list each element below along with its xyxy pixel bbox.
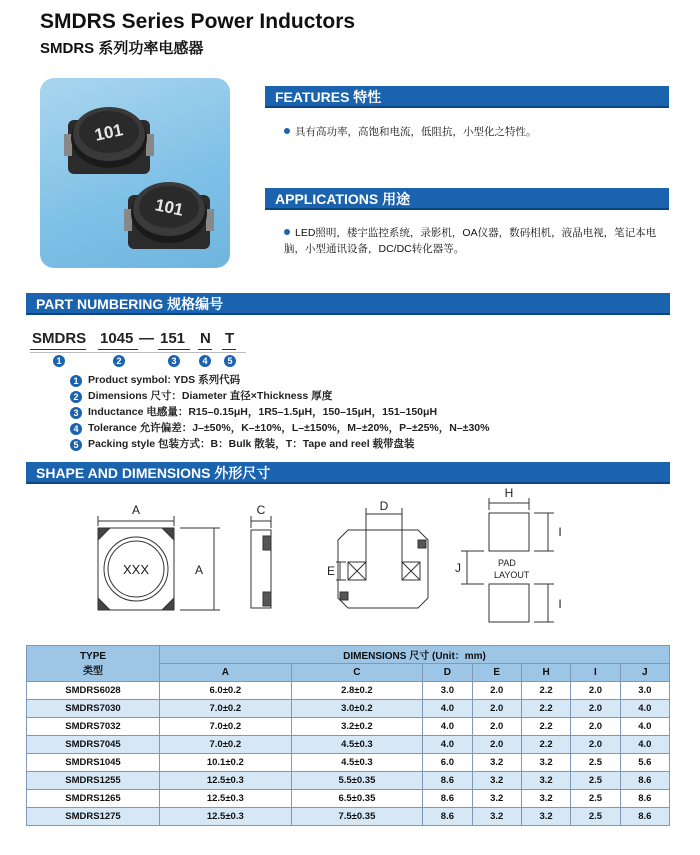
pn-number-2: 2	[113, 355, 125, 367]
shape-dimensions-heading: SHAPE AND DIMENSIONS 外形尺寸	[26, 462, 670, 484]
type-cell: SMDRS1255	[27, 772, 160, 790]
inductor-photo-illustration	[40, 78, 230, 268]
dimension-cell: 2.2	[521, 718, 570, 736]
bullet-icon	[284, 128, 290, 134]
dimension-cell: 8.6	[620, 808, 669, 826]
dimension-cell: 6.0	[423, 754, 472, 772]
table-row	[27, 736, 670, 754]
pn-dimension: 1045	[100, 330, 134, 347]
pn-underline-2	[98, 349, 138, 350]
marking-text-2: 101	[153, 195, 186, 220]
dimension-cell: 4.5±0.3	[291, 754, 423, 772]
dimension-cell: 3.0±0.2	[291, 700, 423, 718]
dimension-cell: 4.0	[620, 700, 669, 718]
pn-number-5: 5	[224, 355, 236, 367]
dimension-cell: 3.0	[423, 682, 472, 700]
type-cell: SMDRS7045	[27, 736, 160, 754]
dimension-cell: 3.2	[472, 790, 521, 808]
dimension-cell: 8.6	[620, 772, 669, 790]
side-view-drawing	[251, 516, 271, 608]
dimension-cell: 2.2	[521, 736, 570, 754]
dimension-cell: 6.0±0.2	[160, 682, 292, 700]
dimension-cell: 8.6	[620, 790, 669, 808]
type-header: TYPE 类型	[27, 646, 160, 682]
features-item: 具有高功率，高饱和电流，低阻抗，小型化之特性。	[284, 124, 669, 140]
dimension-cell: 3.2	[521, 754, 570, 772]
type-cell: SMDRS1265	[27, 790, 160, 808]
dimension-cell: 7.0±0.2	[160, 736, 292, 754]
dimension-cell: 8.6	[423, 772, 472, 790]
label-pad: PAD	[498, 558, 516, 568]
inductor-2	[124, 182, 214, 249]
marking-text-1: 101	[92, 120, 125, 145]
pn-number-4: 4	[199, 355, 211, 367]
dimension-cell: 5.5±0.35	[291, 772, 423, 790]
pn-number-3: 3	[168, 355, 180, 367]
dimension-cell: 5.6	[620, 754, 669, 772]
dimension-cell: 8.6	[423, 790, 472, 808]
page-title: SMDRS Series Power Inductors	[40, 10, 356, 33]
legend-item-2: 2 Dimensions 尺寸：Diameter 直径×Thickness 厚度	[70, 388, 489, 404]
pn-number-1: 1	[53, 355, 65, 367]
column-header-j: J	[620, 664, 669, 682]
pn-separator: —	[139, 330, 154, 347]
applications-heading: APPLICATIONS 用途	[265, 188, 669, 210]
dimension-cell: 2.0	[472, 682, 521, 700]
dimension-cell: 2.8±0.2	[291, 682, 423, 700]
dimension-cell: 2.0	[571, 700, 620, 718]
type-cell: SMDRS1045	[27, 754, 160, 772]
bottom-view-drawing	[336, 508, 428, 608]
dimension-cell: 2.0	[472, 700, 521, 718]
type-cell: SMDRS7032	[27, 718, 160, 736]
type-cell: SMDRS6028	[27, 682, 160, 700]
legend-item-4: 4 Tolerance 允许偏差：J–±50%，K–±10%，L–±150%，M–±20%，P–±25%，N–±30%	[70, 420, 489, 436]
pn-underline-5	[222, 349, 236, 350]
applications-item: LED照明，楼宇监控系统，录影机，OA仪器，数码相机，液晶电视，笔记本电脑，小型通讯设备，DC/DC转化器等。	[284, 227, 657, 255]
dimension-cell: 4.5±0.3	[291, 736, 423, 754]
dimension-cell: 3.2	[472, 808, 521, 826]
table-row	[27, 754, 670, 772]
dimension-cell: 4.0	[620, 736, 669, 754]
type-cell: SMDRS1275	[27, 808, 160, 826]
dimension-cell: 2.2	[521, 700, 570, 718]
type-cell: SMDRS7030	[27, 700, 160, 718]
column-header-a: A	[160, 664, 292, 682]
table-row	[27, 718, 670, 736]
dimension-cell: 6.5±0.35	[291, 790, 423, 808]
dimension-cell: 2.0	[472, 736, 521, 754]
label-layout: LAYOUT	[494, 570, 530, 580]
inductor-1	[64, 107, 154, 174]
pn-legend	[70, 372, 489, 452]
table-row	[27, 772, 670, 790]
label-a-side: A	[194, 563, 204, 577]
dimension-cell: 3.2	[472, 772, 521, 790]
product-photo	[40, 78, 230, 268]
dimension-cell: 4.0	[423, 718, 472, 736]
label-a-top: A	[131, 503, 141, 517]
bullet-icon	[284, 229, 290, 235]
page-subtitle: SMDRS 系列功率电感器	[40, 40, 204, 57]
dimension-cell: 3.2±0.2	[291, 718, 423, 736]
dimension-cell: 4.0	[423, 736, 472, 754]
table-row	[27, 682, 670, 700]
pn-underline-3	[158, 349, 190, 350]
dimension-cell: 3.2	[521, 772, 570, 790]
pn-underline-1	[30, 349, 86, 350]
label-j: J	[455, 561, 461, 575]
label-c: C	[256, 503, 266, 517]
features-heading: FEATURES 特性	[265, 86, 669, 108]
dimension-cell: 7.0±0.2	[160, 718, 292, 736]
dimension-cell: 3.2	[472, 754, 521, 772]
column-header-h: H	[521, 664, 570, 682]
dimension-cell: 2.0	[571, 718, 620, 736]
dimension-cell: 2.0	[571, 736, 620, 754]
label-i-bottom: I	[558, 597, 562, 611]
column-header-d: D	[423, 664, 472, 682]
dimension-cell: 7.0±0.2	[160, 700, 292, 718]
dimension-cell: 2.5	[571, 772, 620, 790]
dimension-cell: 4.0	[620, 718, 669, 736]
part-numbering-heading: PART NUMBERING 规格编号	[26, 293, 670, 315]
dimension-cell: 2.0	[472, 718, 521, 736]
dimensions-table	[26, 645, 670, 826]
dimension-cell: 2.2	[521, 682, 570, 700]
dimensions-table-body	[27, 682, 670, 826]
dimension-cell: 8.6	[423, 808, 472, 826]
dimension-cell: 7.5±0.35	[291, 808, 423, 826]
label-i-top: I	[558, 525, 562, 539]
dimension-cell: 3.2	[521, 808, 570, 826]
column-header-e: E	[472, 664, 521, 682]
dimension-cell: 12.5±0.3	[160, 808, 292, 826]
column-header-i: I	[571, 664, 620, 682]
dimension-cell: 2.5	[571, 808, 620, 826]
dimension-drawings	[26, 488, 670, 638]
pn-baseline	[30, 352, 246, 353]
dimension-cell: 12.5±0.3	[160, 772, 292, 790]
legend-item-1: 1 Product symbol: YDS 系列代码	[70, 372, 489, 388]
legend-item-3: 3 Inductance 电感量：R15–0.15μH，1R5–1.5μH，150–15μH，151–150μH	[70, 404, 489, 420]
label-d: D	[379, 499, 389, 513]
pn-packing: T	[225, 330, 235, 347]
pn-series: SMDRS	[32, 330, 87, 347]
dimension-cell: 2.0	[571, 682, 620, 700]
dimension-cell: 2.5	[571, 790, 620, 808]
column-header-c: C	[291, 664, 423, 682]
legend-item-5: 5 Packing style 包装方式：B：Bulk 散装，T：Tape and reel 载带盘装	[70, 436, 489, 452]
label-marking: XXX	[122, 562, 150, 577]
dimension-cell: 3.0	[620, 682, 669, 700]
table-row	[27, 700, 670, 718]
label-e: E	[326, 564, 336, 578]
dimension-cell: 2.5	[571, 754, 620, 772]
dimension-cell: 3.2	[521, 790, 570, 808]
table-row	[27, 808, 670, 826]
label-h: H	[504, 488, 514, 500]
dimension-cell: 4.0	[423, 700, 472, 718]
dimension-cell: 12.5±0.3	[160, 790, 292, 808]
pn-underline-4	[198, 349, 212, 350]
pn-inductance: 151	[160, 330, 186, 347]
pn-tolerance: N	[200, 330, 211, 347]
dimension-cell: 10.1±0.2	[160, 754, 292, 772]
table-row	[27, 790, 670, 808]
dimensions-header: DIMENSIONS 尺寸 (Unit：mm)	[160, 646, 670, 664]
